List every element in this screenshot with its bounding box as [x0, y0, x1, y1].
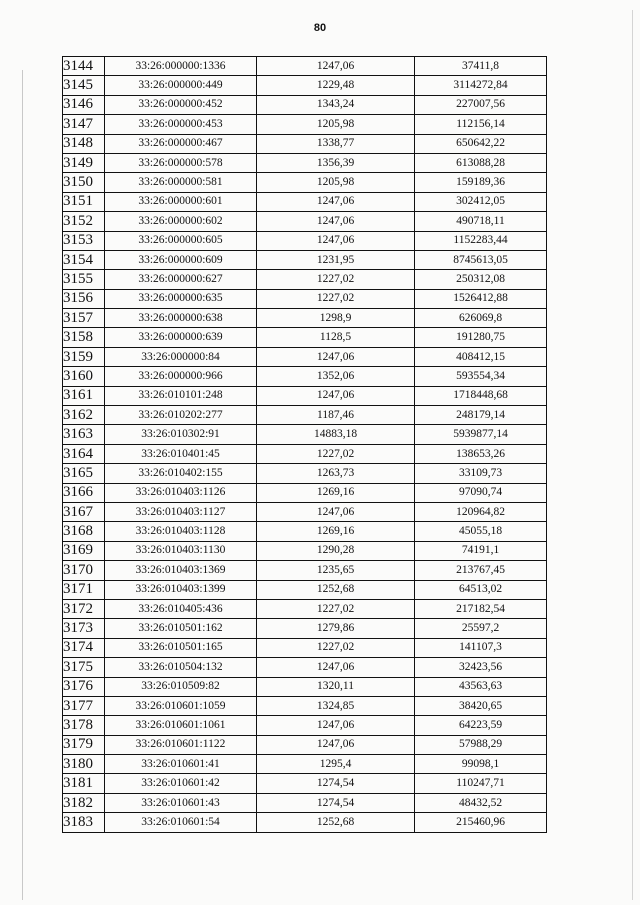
cadastral-number-cell: 33:26:000000:452 — [105, 95, 257, 114]
row-number-cell: 3179 — [63, 735, 105, 754]
row-number-cell: 3149 — [63, 153, 105, 172]
cadastral-number-cell: 33:26:000000:638 — [105, 309, 257, 328]
row-number-cell: 3177 — [63, 696, 105, 715]
area-cell: 1227,02 — [257, 444, 415, 463]
table-row — [63, 406, 547, 425]
scan-edge-line-right — [632, 10, 633, 900]
row-number-cell: 3157 — [63, 309, 105, 328]
row-number-cell: 3161 — [63, 386, 105, 405]
row-number-cell: 3180 — [63, 755, 105, 774]
table-row — [63, 444, 547, 463]
row-number-cell: 3150 — [63, 173, 105, 192]
table-row — [63, 793, 547, 812]
cadastral-value-cell: 490718,11 — [415, 212, 547, 231]
cadastral-value-cell: 141107,3 — [415, 638, 547, 657]
cadastral-value-cell: 215460,96 — [415, 813, 547, 832]
area-cell: 1343,24 — [257, 95, 415, 114]
cadastral-number-cell: 33:26:000000:453 — [105, 115, 257, 134]
row-number-cell: 3145 — [63, 76, 105, 95]
area-cell: 1247,06 — [257, 347, 415, 366]
table-row — [63, 212, 547, 231]
area-cell: 1274,54 — [257, 774, 415, 793]
row-number-cell: 3151 — [63, 192, 105, 211]
row-number-cell: 3167 — [63, 502, 105, 521]
cadastral-value-cell: 302412,05 — [415, 192, 547, 211]
area-cell: 1187,46 — [257, 406, 415, 425]
row-number-cell: 3154 — [63, 250, 105, 269]
cadastral-number-cell: 33:26:010403:1127 — [105, 502, 257, 521]
cadastral-value-cell: 1526412,88 — [415, 289, 547, 308]
table-row — [63, 580, 547, 599]
row-number-cell: 3174 — [63, 638, 105, 657]
area-cell: 1290,28 — [257, 541, 415, 560]
row-number-cell: 3168 — [63, 522, 105, 541]
cadastral-number-cell: 33:26:010403:1130 — [105, 541, 257, 560]
cadastral-value-table — [62, 56, 547, 833]
area-cell: 1227,02 — [257, 638, 415, 657]
cadastral-number-cell: 33:26:000000:578 — [105, 153, 257, 172]
cadastral-number-cell: 33:26:010509:82 — [105, 677, 257, 696]
table-row — [63, 483, 547, 502]
cadastral-value-cell: 408412,15 — [415, 347, 547, 366]
table-row — [63, 309, 547, 328]
cadastral-value-cell: 613088,28 — [415, 153, 547, 172]
area-cell: 1229,48 — [257, 76, 415, 95]
cadastral-value-cell: 593554,34 — [415, 367, 547, 386]
area-cell: 14883,18 — [257, 425, 415, 444]
row-number-cell: 3171 — [63, 580, 105, 599]
cadastral-value-cell: 38420,65 — [415, 696, 547, 715]
cadastral-number-cell: 33:26:000000:635 — [105, 289, 257, 308]
area-cell: 1252,68 — [257, 580, 415, 599]
table-row — [63, 502, 547, 521]
area-cell: 1231,95 — [257, 250, 415, 269]
cadastral-value-cell: 227007,56 — [415, 95, 547, 114]
cadastral-value-cell: 32423,56 — [415, 658, 547, 677]
row-number-cell: 3160 — [63, 367, 105, 386]
area-cell: 1227,02 — [257, 599, 415, 618]
cadastral-value-cell: 1718448,68 — [415, 386, 547, 405]
row-number-cell: 3162 — [63, 406, 105, 425]
cadastral-value-cell: 3114272,84 — [415, 76, 547, 95]
cadastral-value-cell: 45055,18 — [415, 522, 547, 541]
row-number-cell: 3182 — [63, 793, 105, 812]
row-number-cell: 3165 — [63, 464, 105, 483]
area-cell: 1128,5 — [257, 328, 415, 347]
cadastral-number-cell: 33:26:010501:162 — [105, 619, 257, 638]
cadastral-value-cell: 64513,02 — [415, 580, 547, 599]
cadastral-number-cell: 33:26:010601:1122 — [105, 735, 257, 754]
cadastral-number-cell: 33:26:010401:45 — [105, 444, 257, 463]
table-row — [63, 658, 547, 677]
cadastral-number-cell: 33:26:010202:277 — [105, 406, 257, 425]
cadastral-value-cell: 99098,1 — [415, 755, 547, 774]
cadastral-number-cell: 33:26:010501:165 — [105, 638, 257, 657]
area-cell: 1324,85 — [257, 696, 415, 715]
cadastral-value-cell: 5939877,14 — [415, 425, 547, 444]
row-number-cell: 3164 — [63, 444, 105, 463]
cadastral-number-cell: 33:26:010504:132 — [105, 658, 257, 677]
table-row — [63, 638, 547, 657]
cadastral-number-cell: 33:26:000000:627 — [105, 270, 257, 289]
page-number: 80 — [313, 22, 327, 34]
table-row — [63, 134, 547, 153]
cadastral-number-cell: 33:26:000000:449 — [105, 76, 257, 95]
cadastral-number-cell: 33:26:000000:601 — [105, 192, 257, 211]
cadastral-number-cell: 33:26:000000:1336 — [105, 57, 257, 76]
row-number-cell: 3166 — [63, 483, 105, 502]
row-number-cell: 3175 — [63, 658, 105, 677]
table-row — [63, 561, 547, 580]
table-row — [63, 425, 547, 444]
table-row — [63, 541, 547, 560]
area-cell: 1356,39 — [257, 153, 415, 172]
area-cell: 1247,06 — [257, 57, 415, 76]
table-row — [63, 347, 547, 366]
row-number-cell: 3169 — [63, 541, 105, 560]
table-row — [63, 813, 547, 832]
cadastral-value-cell: 37411,8 — [415, 57, 547, 76]
table-row — [63, 386, 547, 405]
cadastral-value-cell: 250312,08 — [415, 270, 547, 289]
cadastral-number-cell: 33:26:000000:639 — [105, 328, 257, 347]
table-body — [63, 57, 547, 833]
cadastral-value-cell: 650642,22 — [415, 134, 547, 153]
cadastral-value-cell: 57988,29 — [415, 735, 547, 754]
cadastral-number-cell: 33:26:000000:84 — [105, 347, 257, 366]
row-number-cell: 3155 — [63, 270, 105, 289]
cadastral-value-cell: 48432,52 — [415, 793, 547, 812]
cadastral-value-cell: 626069,8 — [415, 309, 547, 328]
row-number-cell: 3144 — [63, 57, 105, 76]
cadastral-number-cell: 33:26:010601:43 — [105, 793, 257, 812]
row-number-cell: 3178 — [63, 716, 105, 735]
row-number-cell: 3170 — [63, 561, 105, 580]
cadastral-value-cell: 217182,54 — [415, 599, 547, 618]
cadastral-number-cell: 33:26:010402:155 — [105, 464, 257, 483]
table-row — [63, 696, 547, 715]
scan-edge-line-left — [22, 70, 23, 900]
cadastral-value-cell: 8745613,05 — [415, 250, 547, 269]
cadastral-value-cell: 112156,14 — [415, 115, 547, 134]
row-number-cell: 3156 — [63, 289, 105, 308]
row-number-cell: 3147 — [63, 115, 105, 134]
cadastral-value-cell: 159189,36 — [415, 173, 547, 192]
row-number-cell: 3172 — [63, 599, 105, 618]
row-number-cell: 3173 — [63, 619, 105, 638]
row-number-cell: 3153 — [63, 231, 105, 250]
cadastral-value-cell: 43563,63 — [415, 677, 547, 696]
area-cell: 1235,65 — [257, 561, 415, 580]
cadastral-value-cell: 191280,75 — [415, 328, 547, 347]
area-cell: 1247,06 — [257, 386, 415, 405]
cadastral-number-cell: 33:26:010601:42 — [105, 774, 257, 793]
cadastral-number-cell: 33:26:000000:605 — [105, 231, 257, 250]
cadastral-value-cell: 120964,82 — [415, 502, 547, 521]
area-cell: 1295,4 — [257, 755, 415, 774]
area-cell: 1338,77 — [257, 134, 415, 153]
table-row — [63, 464, 547, 483]
table-row — [63, 755, 547, 774]
cadastral-number-cell: 33:26:000000:581 — [105, 173, 257, 192]
table-row — [63, 716, 547, 735]
row-number-cell: 3183 — [63, 813, 105, 832]
area-cell: 1274,54 — [257, 793, 415, 812]
area-cell: 1247,06 — [257, 192, 415, 211]
area-cell: 1205,98 — [257, 173, 415, 192]
cadastral-value-cell: 97090,74 — [415, 483, 547, 502]
cadastral-number-cell: 33:26:010601:1061 — [105, 716, 257, 735]
area-cell: 1298,9 — [257, 309, 415, 328]
cadastral-value-cell: 110247,71 — [415, 774, 547, 793]
cadastral-number-cell: 33:26:010601:54 — [105, 813, 257, 832]
row-number-cell: 3163 — [63, 425, 105, 444]
table-row — [63, 289, 547, 308]
cadastral-number-cell: 33:26:010101:248 — [105, 386, 257, 405]
area-cell: 1227,02 — [257, 289, 415, 308]
table-row — [63, 173, 547, 192]
area-cell: 1263,73 — [257, 464, 415, 483]
cadastral-number-cell: 33:26:010403:1126 — [105, 483, 257, 502]
cadastral-number-cell: 33:26:010601:1059 — [105, 696, 257, 715]
area-cell: 1247,06 — [257, 231, 415, 250]
area-cell: 1269,16 — [257, 483, 415, 502]
cadastral-value-cell: 138653,26 — [415, 444, 547, 463]
row-number-cell: 3159 — [63, 347, 105, 366]
cadastral-value-cell: 25597,2 — [415, 619, 547, 638]
row-number-cell: 3158 — [63, 328, 105, 347]
table-row — [63, 774, 547, 793]
cadastral-value-cell: 64223,59 — [415, 716, 547, 735]
cadastral-number-cell: 33:26:000000:467 — [105, 134, 257, 153]
table-row — [63, 619, 547, 638]
cadastral-number-cell: 33:26:000000:609 — [105, 250, 257, 269]
cadastral-value-cell: 74191,1 — [415, 541, 547, 560]
table-row — [63, 328, 547, 347]
cadastral-number-cell: 33:26:000000:966 — [105, 367, 257, 386]
cadastral-number-cell: 33:26:010403:1128 — [105, 522, 257, 541]
area-cell: 1247,06 — [257, 212, 415, 231]
table-row — [63, 115, 547, 134]
cadastral-number-cell: 33:26:000000:602 — [105, 212, 257, 231]
table-row — [63, 250, 547, 269]
row-number-cell: 3148 — [63, 134, 105, 153]
area-cell: 1320,11 — [257, 677, 415, 696]
table-row — [63, 367, 547, 386]
row-number-cell: 3152 — [63, 212, 105, 231]
cadastral-number-cell: 33:26:010601:41 — [105, 755, 257, 774]
table-row — [63, 270, 547, 289]
table-row — [63, 677, 547, 696]
area-cell: 1205,98 — [257, 115, 415, 134]
cadastral-value-cell: 1152283,44 — [415, 231, 547, 250]
row-number-cell: 3146 — [63, 95, 105, 114]
cadastral-value-cell: 33109,73 — [415, 464, 547, 483]
cadastral-number-cell: 33:26:010302:91 — [105, 425, 257, 444]
table-row — [63, 95, 547, 114]
area-cell: 1247,06 — [257, 502, 415, 521]
table-row — [63, 231, 547, 250]
area-cell: 1352,06 — [257, 367, 415, 386]
cadastral-number-cell: 33:26:010403:1399 — [105, 580, 257, 599]
row-number-cell: 3181 — [63, 774, 105, 793]
table-row — [63, 153, 547, 172]
cadastral-value-cell: 213767,45 — [415, 561, 547, 580]
row-number-cell: 3176 — [63, 677, 105, 696]
area-cell: 1269,16 — [257, 522, 415, 541]
area-cell: 1247,06 — [257, 716, 415, 735]
table-row — [63, 599, 547, 618]
table-row — [63, 192, 547, 211]
area-cell: 1252,68 — [257, 813, 415, 832]
area-cell: 1247,06 — [257, 658, 415, 677]
cadastral-value-cell: 248179,14 — [415, 406, 547, 425]
cadastral-number-cell: 33:26:010405:436 — [105, 599, 257, 618]
area-cell: 1227,02 — [257, 270, 415, 289]
table-row — [63, 57, 547, 76]
table-row — [63, 76, 547, 95]
area-cell: 1247,06 — [257, 735, 415, 754]
table-row — [63, 735, 547, 754]
table-row — [63, 522, 547, 541]
area-cell: 1279,86 — [257, 619, 415, 638]
cadastral-number-cell: 33:26:010403:1369 — [105, 561, 257, 580]
